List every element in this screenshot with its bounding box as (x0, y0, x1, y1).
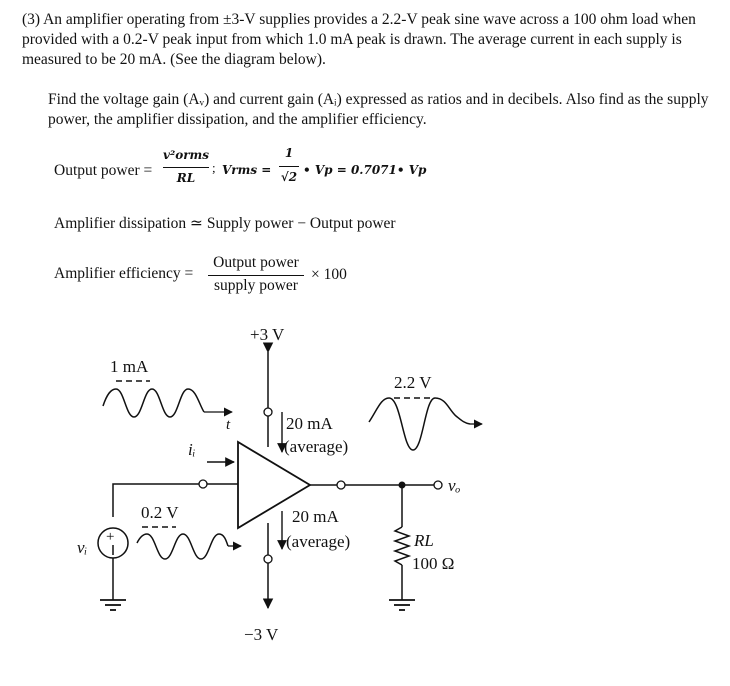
output-power-denominator: RL (176, 171, 196, 185)
top-current-average: (average) (284, 437, 349, 456)
input-terminal (199, 480, 207, 488)
time-label: t (226, 417, 231, 433)
rl-value: 100 Ω (412, 554, 455, 573)
efficiency-numerator: Output power (213, 254, 299, 271)
formula-separator: ; (212, 160, 216, 175)
output-power-label: Output power = (54, 162, 153, 179)
input-voltage-wave (137, 534, 228, 559)
load-resistor (395, 527, 409, 565)
vi-label: vᵢ (77, 538, 88, 557)
vminus-label: −3 V (244, 625, 279, 644)
vplus-label: +3 V (250, 325, 285, 344)
efficiency-denominator: supply power (214, 277, 298, 294)
output-power-numerator: v²orms (162, 148, 209, 162)
input-current-wave (103, 389, 204, 417)
vrms-expression: Vrms = (222, 163, 272, 177)
vminus-terminal (264, 555, 272, 563)
problem-statement: (3) An amplifier operating from ±3-V supplies provides a 2.2-V peak sine wave across a 100 ohm load when provided with a 0.2-V peak input from which 1.0 mA peak is drawn. The average current in each supply is measured to be 20 mA. (See the diagram below). (22, 11, 696, 68)
rl-label: RL (414, 531, 434, 550)
input-current-label: 1 mA (110, 357, 149, 376)
output-voltage-label: 2.2 V (394, 373, 432, 392)
top-current-value: 20 mA (286, 414, 333, 433)
problem-question: Find the voltage gain (Aᵥ) and current gain (Aᵢ) expressed as ratios and in decibels. Also find as the supply power, the amplifier dissipation, and the amplifier efficiency. (48, 91, 709, 128)
vplus-terminal (264, 408, 272, 416)
vrms-rest: • Vp = 0.7071• Vp (303, 163, 427, 177)
efficiency-times: × 100 (311, 266, 347, 283)
vrms-sqrt2: √2 (280, 170, 298, 184)
bottom-current-value: 20 mA (292, 507, 339, 526)
ii-label: iᵢ (188, 440, 196, 459)
output-voltage-wave (369, 398, 470, 450)
vo-terminal (434, 481, 442, 489)
source-plus-sign: + (106, 529, 115, 545)
bottom-current-average: (average) (286, 532, 351, 551)
output-terminal (337, 481, 345, 489)
vo-label: vₒ (448, 476, 461, 495)
vrms-one: 1 (284, 146, 294, 160)
dissipation-formula: Amplifier dissipation ≃ Supply power − Output power (54, 215, 396, 232)
input-voltage-label: 0.2 V (141, 503, 179, 522)
efficiency-label: Amplifier efficiency = (54, 265, 194, 282)
